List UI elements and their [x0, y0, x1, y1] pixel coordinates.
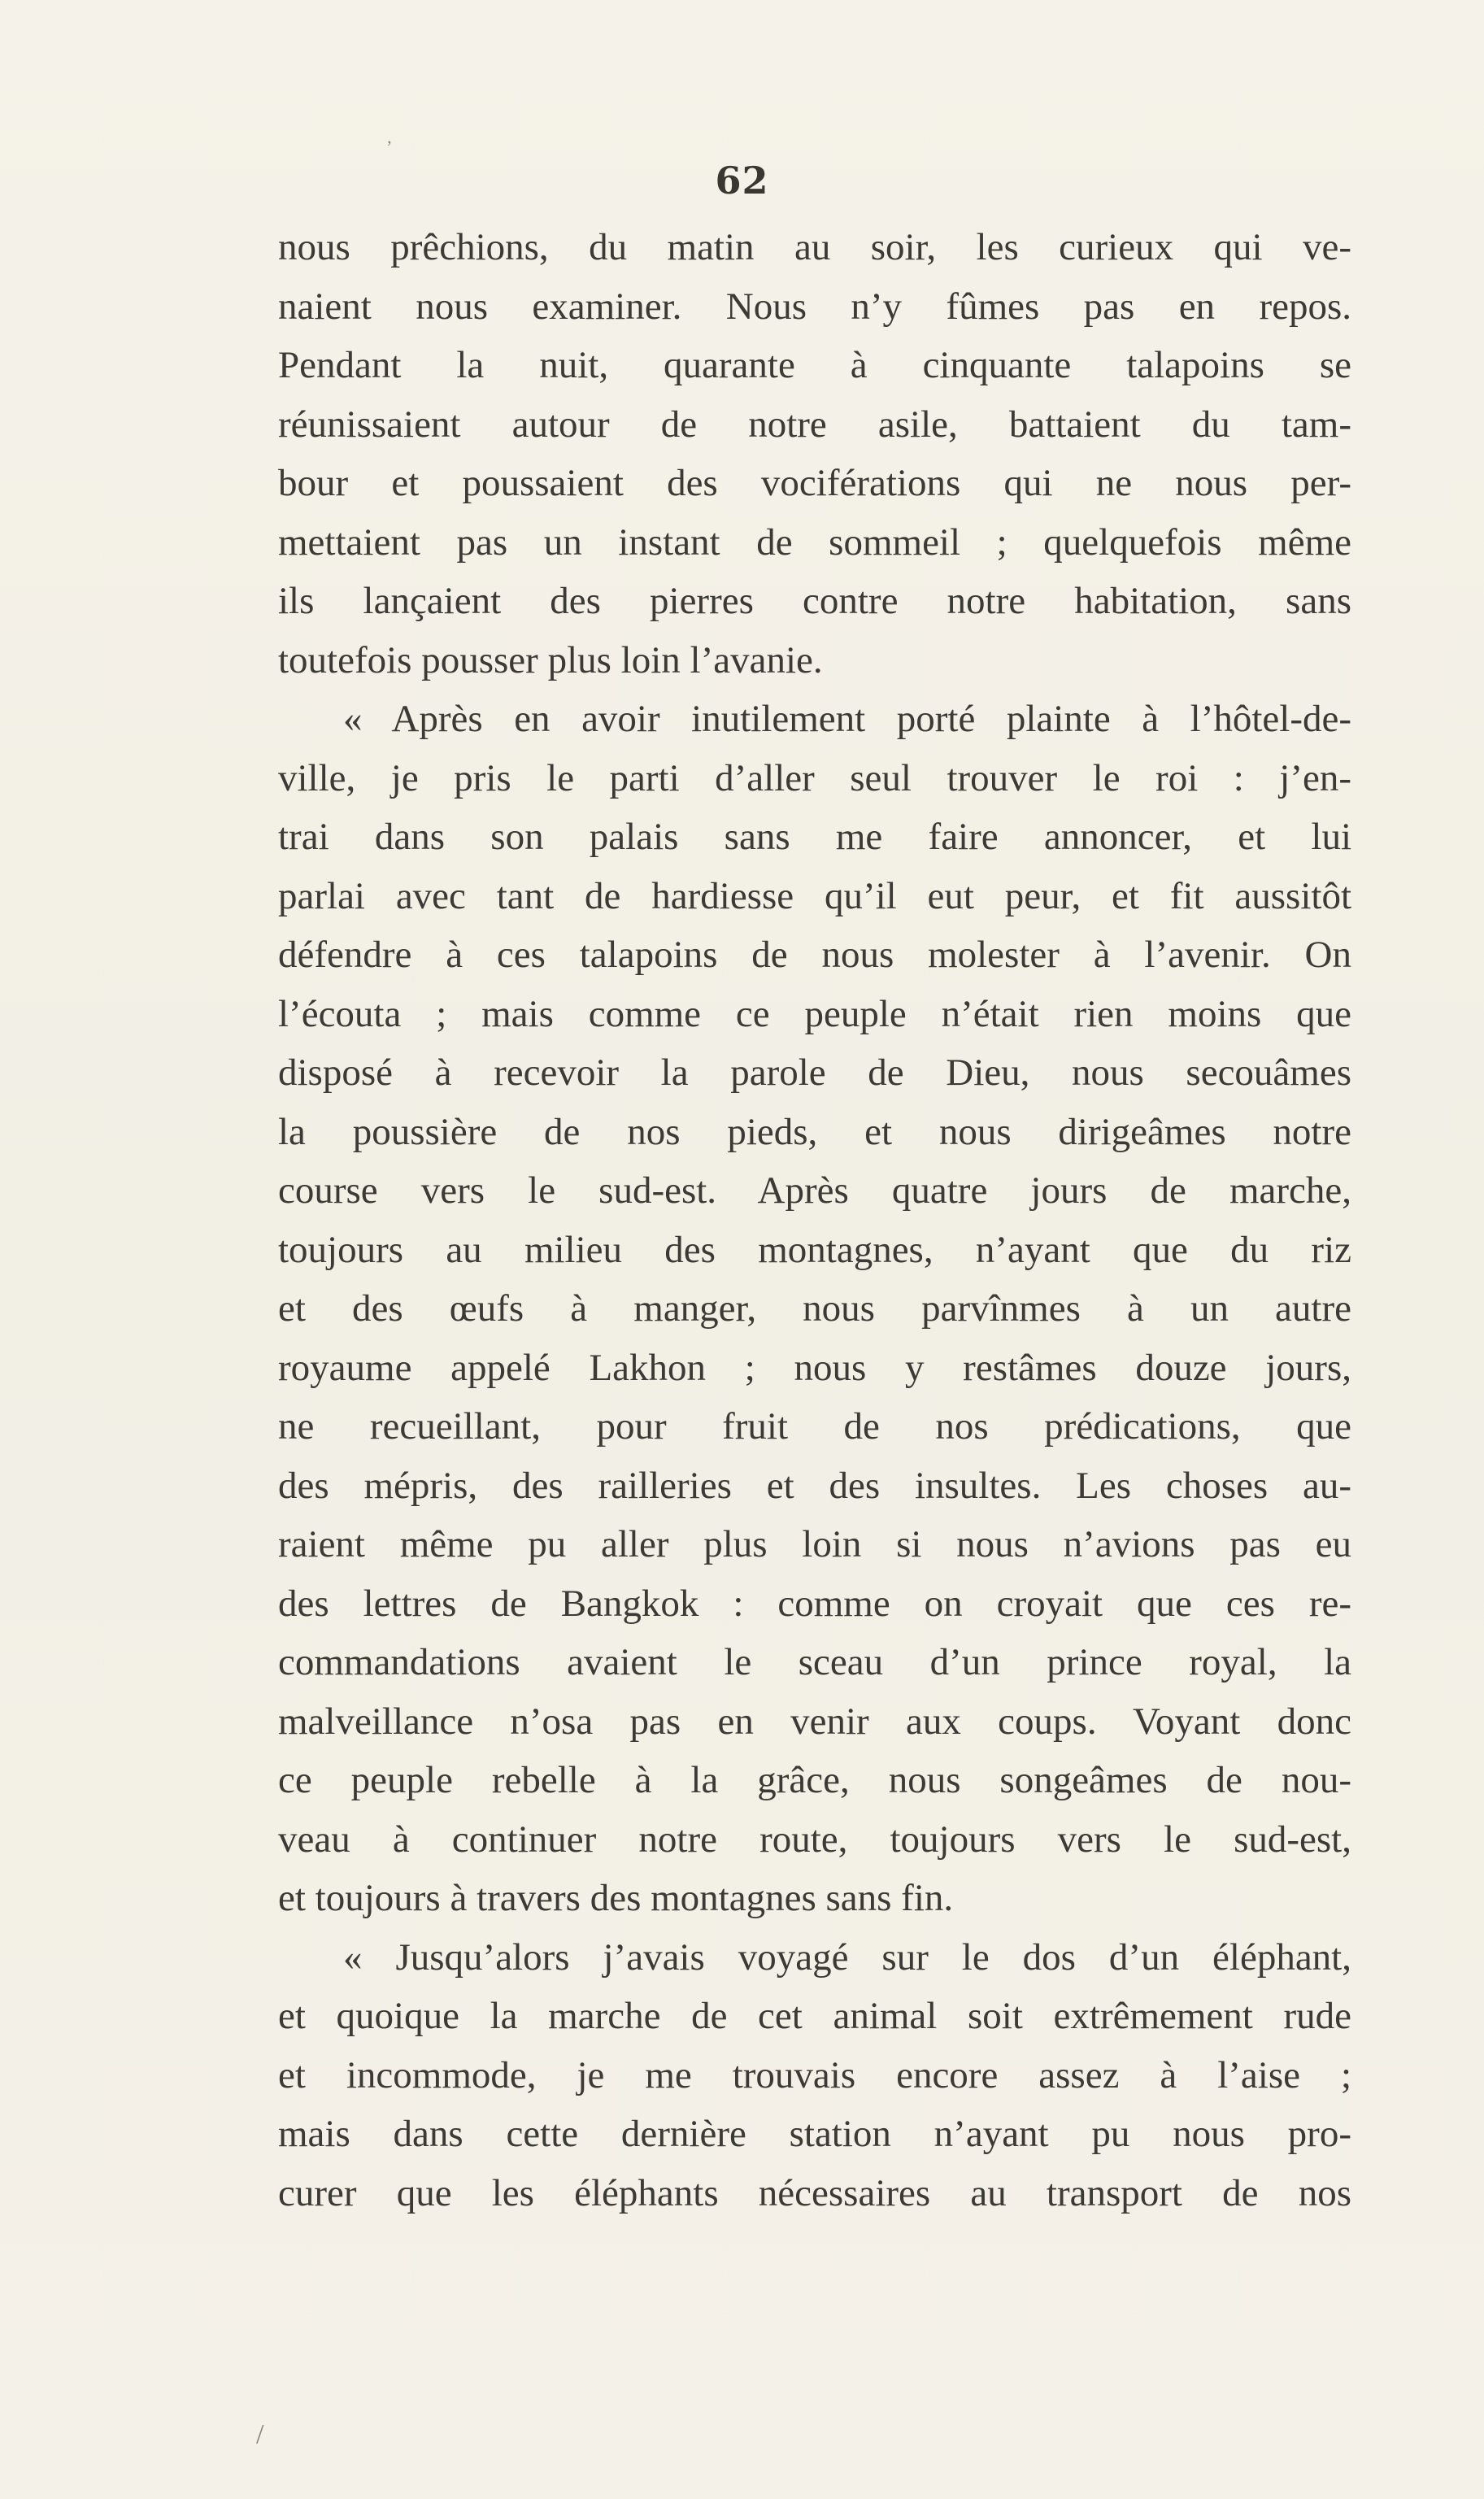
- text-line: et incommode, je me trouvais encore assez à l’aise ;: [278, 2053, 1351, 2096]
- text-line: des lettres de Bangkok : comme on croyait que ces re-: [278, 1582, 1351, 1625]
- text-line: curer que les éléphants nécessaires au transport de nos: [278, 2171, 1351, 2214]
- text-line: veau à continuer notre route, toujours vers le sud-est,: [278, 1818, 1351, 1861]
- body-text: [278, 218, 1351, 2223]
- text-line: raient même pu aller plus loin si nous n’avions pas eu: [278, 1523, 1351, 1565]
- text-line: disposé à recevoir la parole de Dieu, nous secouâmes: [278, 1051, 1351, 1094]
- text-line: ils lançaient des pierres contre notre habitation, sans: [278, 580, 1351, 622]
- text-line: toujours au milieu des montagnes, n’ayant que du riz: [278, 1228, 1351, 1271]
- stray-mark-top: ’: [386, 137, 393, 157]
- paragraph-start-line: « Jusqu’alors j’avais voyagé sur le dos d’un éléphant,: [343, 1935, 1351, 1979]
- text-line: la poussière de nos pieds, et nous dirigeâmes notre: [278, 1110, 1351, 1153]
- text-line: parlai avec tant de hardiesse qu’il eut peur, et fit aussitôt: [278, 874, 1351, 917]
- text-line: et toujours à travers des montagnes sans fin.: [278, 1877, 954, 1919]
- text-line: l’écouta ; mais comme ce peuple n’était rien moins que: [278, 992, 1351, 1035]
- text-line: ce peuple rebelle à la grâce, nous songeâmes de nou-: [278, 1759, 1351, 1801]
- text-line: mais dans cette dernière station n’ayant pu nous pro-: [278, 2113, 1351, 2155]
- text-line: défendre à ces talapoins de nous molester à l’avenir. On: [278, 934, 1351, 976]
- text-line: mettaient pas un instant de sommeil ; quelquefois même: [278, 520, 1351, 564]
- text-line: et quoique la marche de cet animal soit extrêmement rude: [278, 1995, 1351, 2037]
- text-line: commandations avaient le sceau d’un prince royal, la: [278, 1641, 1351, 1683]
- paragraph-start-line: « Après en avoir inutilement porté plainte à l’hôtel-de-: [343, 698, 1351, 740]
- text-line: Pendant la nuit, quarante à cinquante talapoins se: [278, 344, 1351, 386]
- text-line: naient nous examiner. Nous n’y fûmes pas en repos.: [278, 285, 1351, 328]
- text-line: réunissaient autour de notre asile, battaient du tam-: [278, 403, 1351, 446]
- text-line: des mépris, des railleries et des insultes. Les choses au-: [278, 1464, 1351, 1507]
- text-line: ville, je pris le parti d’aller seul trouver le roi : j’en-: [278, 756, 1351, 799]
- text-line: ne recueillant, pour fruit de nos prédications, que: [278, 1405, 1351, 1448]
- text-line: toutefois pousser plus loin l’avanie.: [278, 638, 823, 681]
- text-line: malveillance n’osa pas en venir aux coups. Voyant donc: [278, 1700, 1351, 1743]
- text-line: nous prêchions, du matin au soir, les curieux qui ve-: [278, 226, 1351, 268]
- text-line: royaume appelé Lakhon ; nous y restâmes douze jours,: [278, 1346, 1351, 1389]
- stray-mark-bottom: /: [256, 2419, 264, 2449]
- page-number: 62: [715, 159, 769, 202]
- text-line: course vers le sud-est. Après quatre jours de marche,: [278, 1169, 1351, 1212]
- text-line: bour et poussaient des vociférations qui ne nous per-: [278, 462, 1351, 504]
- text-line: et des œufs à manger, nous parvînmes à un autre: [278, 1287, 1351, 1330]
- text-line: trai dans son palais sans me faire annoncer, et lui: [278, 816, 1351, 858]
